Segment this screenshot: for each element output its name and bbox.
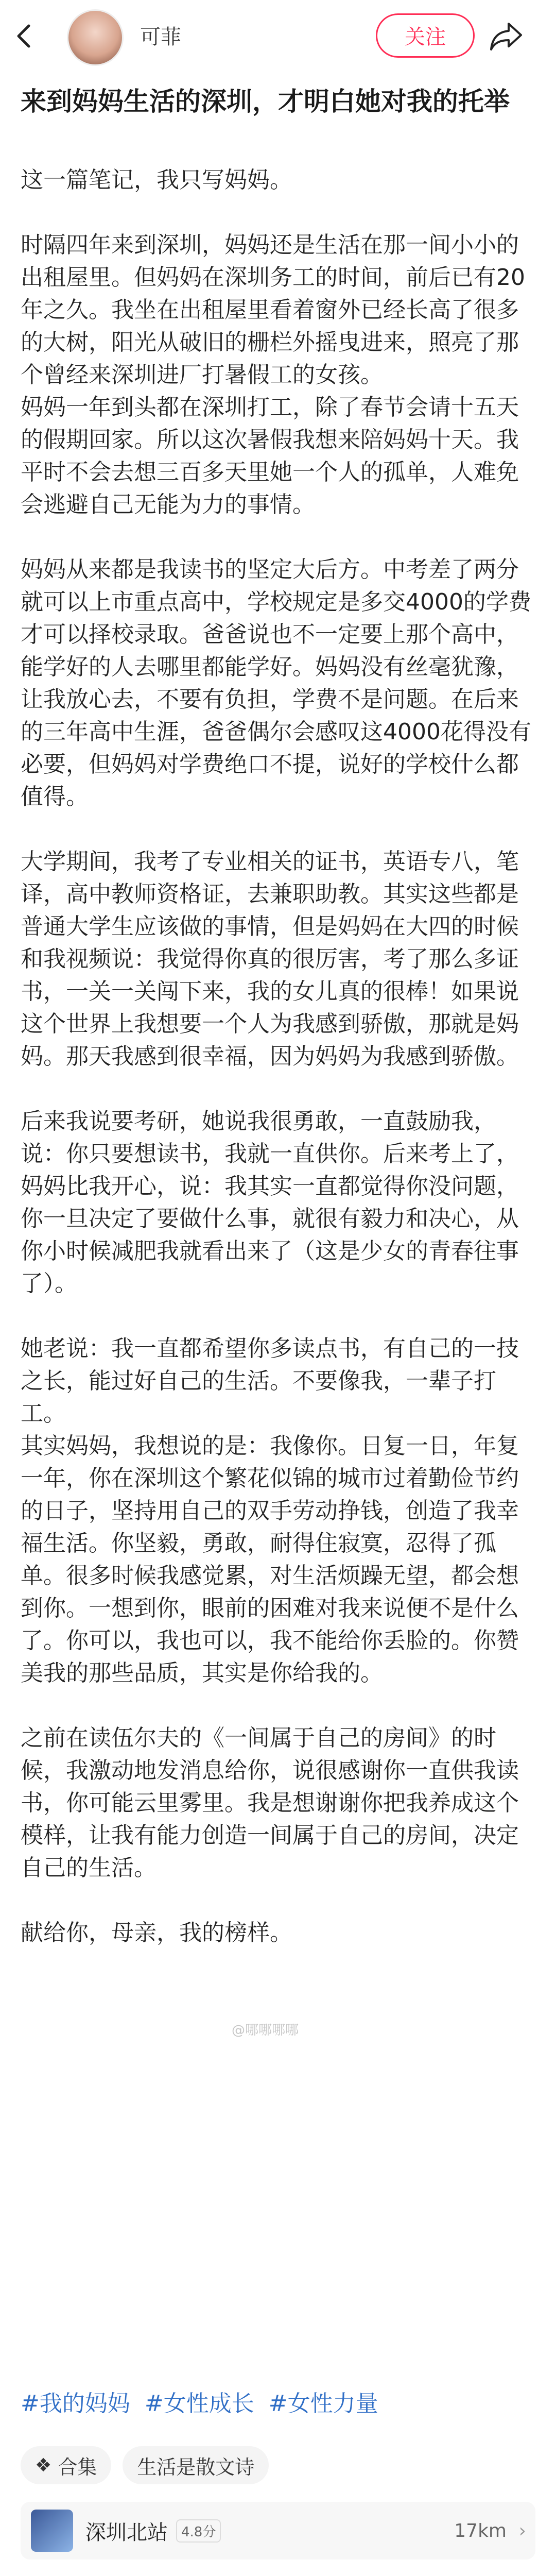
hashtag[interactable]: #女性成长 bbox=[144, 2391, 254, 2417]
tag-list bbox=[21, 2388, 535, 2419]
collection-row bbox=[21, 2444, 280, 2486]
collection-chip[interactable] bbox=[21, 2446, 111, 2484]
location-card[interactable] bbox=[21, 2502, 535, 2560]
location-thumbnail bbox=[31, 2510, 73, 2552]
post-title: 来到妈妈生活的深圳，才明白她对我的托举 bbox=[21, 87, 510, 116]
collection-name-chip[interactable] bbox=[123, 2446, 269, 2484]
location-distance: 17km bbox=[454, 2520, 507, 2541]
author-name[interactable]: 可菲 bbox=[140, 25, 181, 49]
top-bar bbox=[0, 0, 556, 72]
layers-icon: ❖ bbox=[35, 2454, 52, 2476]
location-rating: 4.8分 bbox=[176, 2519, 221, 2543]
collection-name: 生活是散文诗 bbox=[137, 2455, 255, 2479]
back-arrow-icon[interactable] bbox=[9, 21, 40, 52]
chevron-right-icon: › bbox=[518, 2520, 526, 2541]
author-avatar[interactable] bbox=[67, 9, 124, 66]
share-icon[interactable] bbox=[488, 20, 524, 53]
hashtag[interactable]: #我的妈妈 bbox=[21, 2391, 130, 2417]
hashtag[interactable]: #女性力量 bbox=[268, 2391, 378, 2417]
location-name: 深圳北站 bbox=[85, 2520, 168, 2545]
collection-label: 合集 bbox=[58, 2455, 97, 2479]
watermark: @哪哪哪哪 bbox=[232, 2023, 299, 2038]
post-body: 这一篇笔记，我只写妈妈。 时隔四年来到深圳，妈妈还是生活在那一间小小的出租屋里。但妈妈在深圳务工的时间，前后已有20年之久。我坐在出租屋里看着窗外已经长高了很多的大树，阳光从破旧的栅栏外摇曳进来，照亮了那个曾经来深圳进厂打暑假工的女孩。 妈妈一年到头都在深圳打工，除了春节会请十五天的假期回家。所以这次暑假我想来陪妈妈十天。我平时不会去想三百多天里她一个人的孤单，人难免会逃避自己无能为力的事情。 妈妈从来都是我读书的坚定大后方。中考差了两分就可以上市重点高中，学校规定是多交4000的学费才可以择校录取。爸爸说也不一定要上那个高中，能学好的人去哪里都能学好。妈妈没有丝毫犹豫，让我放心去，不要有负担，学费不是问题。在后来的三年高中生涯，爸爸偶尔会感叹这4000花得没有必要，但妈妈对学费绝口不提，说好的学校什么都值得。 大学期间，我考了专业相关的证书，英语专八，笔译，高中教师资格证，去兼职助教。其实这些都是普通大学生应该做的事情，但是妈妈在大四的时候和我视频说：我觉得你真的很厉害，考了那么多证书，一关一关闯下来，我的女儿真的很棒！如果说这个世界上我想要一个人为我感到骄傲，那就是妈妈。那天我感到很幸福，因为妈妈为我感到骄傲。 后来我说要考研，她说我很勇敢，一直鼓励我，说：你只要想读书，我就一直供你。后来考上了，妈妈比我开心，说：我其实一直都觉得你没问题，你一旦决定了要做什么事，就很有毅力和决心，从你小时候减肥我就看出来了（这是少女的青春往事了）。 她老说：我一直都希望你多读点书，有自己的一技之长，能过好自己的生活。不要像我，一辈子打工。 其实妈妈，我想说的是：我像你。日复一日，年复一年，你在深圳这个繁花似锦的城市过着勤俭节约的日子，坚持用自己的双手劳动挣钱，创造了我幸福生活。你坚毅，勇敢，耐得住寂寞，忍得了孤单。很多时候我感觉累，对生活烦躁无望，都会想到你。一想到你，眼前的困难对我来说便不是什么了。你可以，我也可以，我不能给你丢脸的。你赞美我的那些品质，其实是你给我的。 之前在读伍尔夫的《一间属于自己的房间》的时候，我激动地发消息给你，说很感谢你一直供我读书，你可能云里雾里。我是想谢谢你把我养成这个模样，让我有能力创造一间属于自己的房间，决定自己的生活。 献给你，母亲，我的榜样。 bbox=[21, 167, 531, 1946]
follow-button[interactable]: 关注 bbox=[376, 13, 475, 58]
